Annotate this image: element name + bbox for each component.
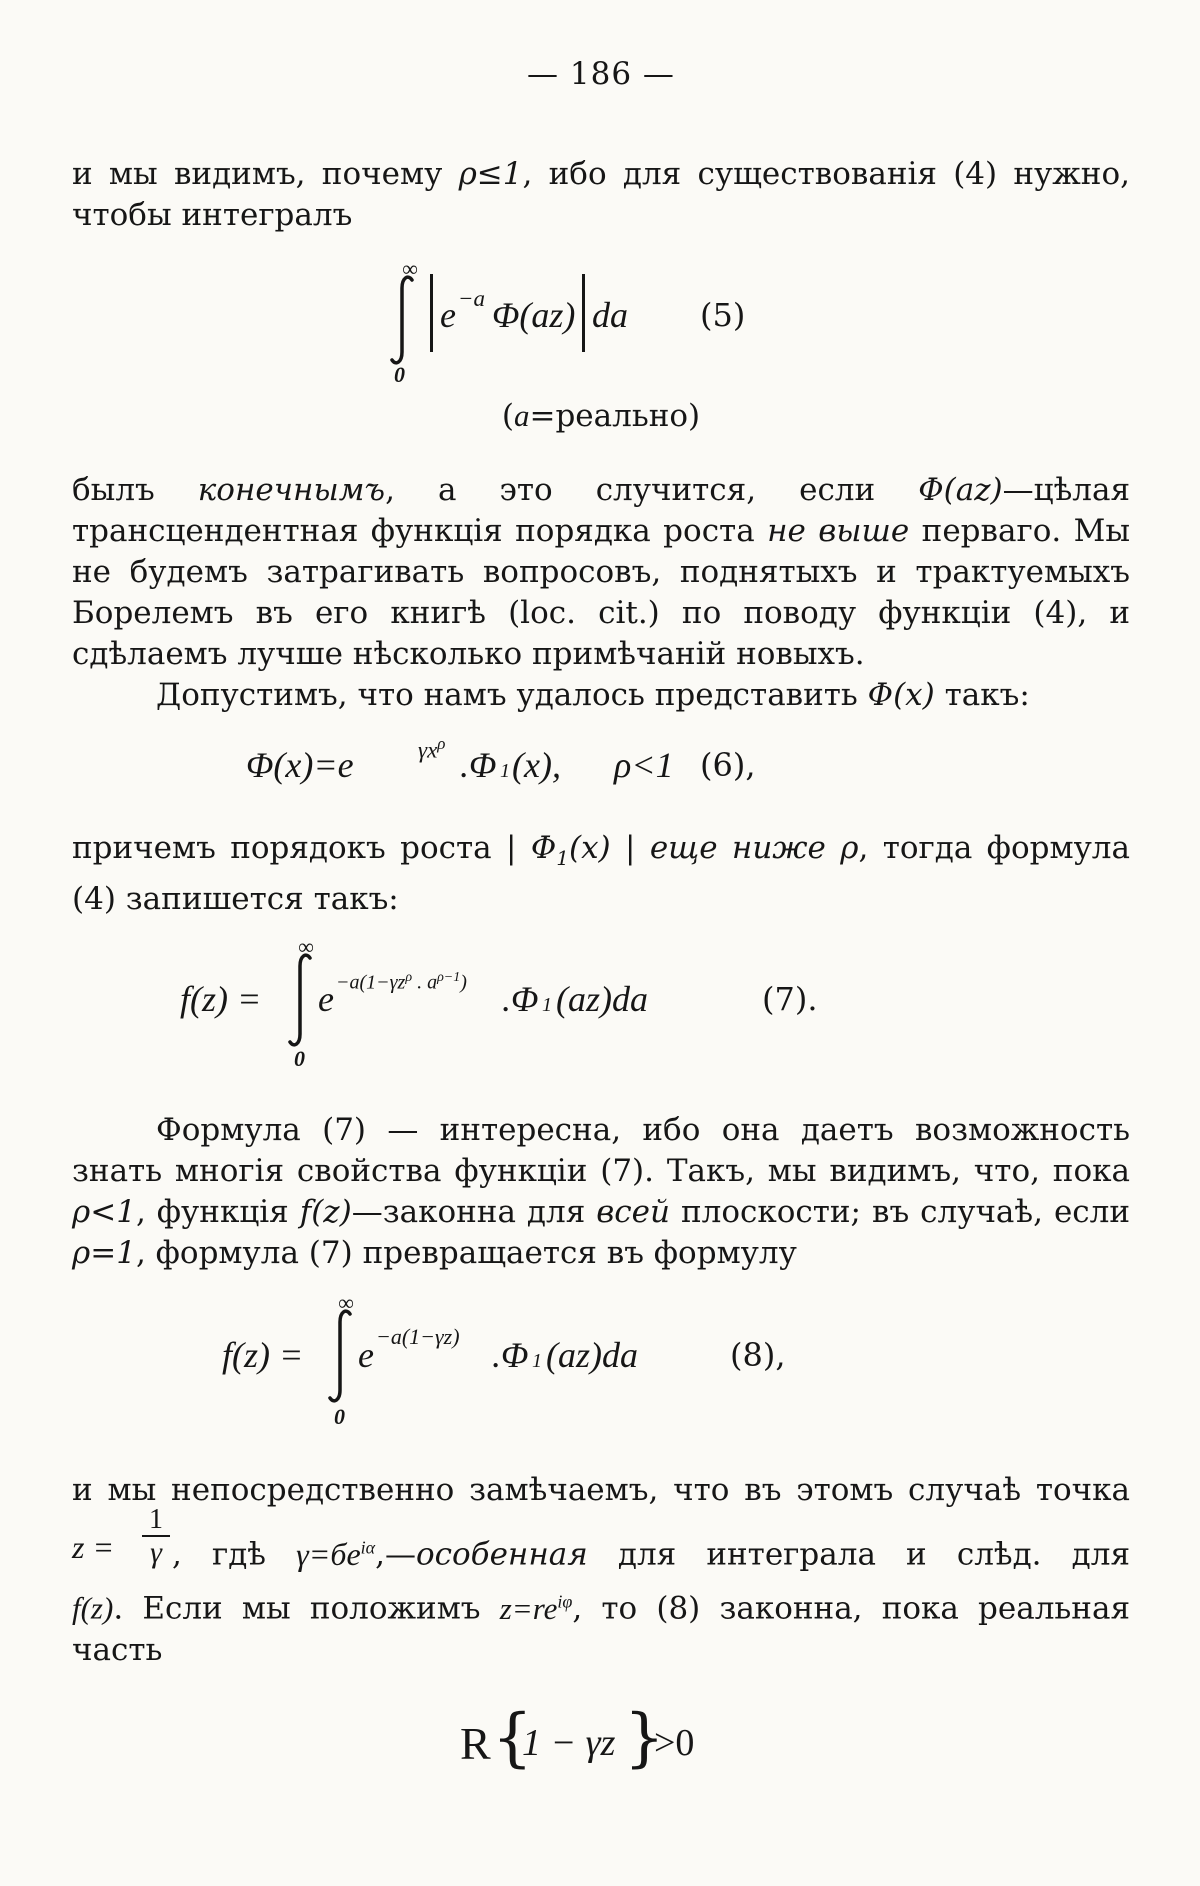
math-inline: f(z): [72, 1590, 114, 1626]
exp-base: γx: [418, 737, 438, 763]
math-inline: z =: [72, 1529, 115, 1566]
equation-number: (7).: [762, 980, 818, 1019]
italic-text: не выше: [767, 513, 910, 549]
page-number: — 186 —: [527, 56, 675, 92]
text: , тогда формула (4) запишется такъ:: [72, 830, 1130, 918]
text: Допустимъ, что намъ удалось представить: [156, 677, 868, 713]
text: —цѣлая трансцендентная функція порядка роста: [72, 472, 1131, 549]
formula-exponent: [418, 734, 445, 764]
formula-sub: 1: [500, 760, 510, 782]
integrand-exponent: −a(1−γz): [376, 1324, 460, 1350]
text: такъ:: [934, 677, 1030, 713]
math-inline: a: [513, 398, 530, 433]
text: причемъ порядокъ роста: [72, 830, 507, 866]
math-inline: [500, 1591, 573, 1626]
exp-close: ): [460, 971, 467, 994]
integrand-sub: 1: [542, 994, 552, 1017]
abs-bar-left: [430, 274, 433, 352]
equation-number: (6),: [700, 746, 756, 784]
abs-phi: | Φ: [506, 830, 557, 866]
italic-text: особенная: [415, 1536, 588, 1573]
exp-rho: ρ: [405, 970, 413, 986]
gamma-eq: γ=бe: [296, 1535, 361, 1572]
z-exp: iφ: [557, 1591, 573, 1612]
math-inline: ρ<1: [72, 1194, 136, 1231]
exp-rho2: ρ−1: [437, 970, 461, 986]
fraction-denominator: γ: [150, 1536, 162, 1570]
text: плоскости; въ случаѣ, если: [669, 1194, 1131, 1231]
brace-open: {: [492, 1700, 533, 1775]
integral-upper-limit: ∞: [402, 256, 418, 281]
paren: (: [501, 398, 514, 434]
text: и мы непосредственно замѣчаемъ, что въ этомъ случаѣ точка: [72, 1472, 1130, 1509]
formula-7: [72, 934, 1130, 1070]
paragraph-6-fraction-line: [72, 1504, 1130, 1575]
z-re: z=re: [499, 1590, 558, 1626]
real-part-symbol: R: [460, 1717, 491, 1769]
math-inline: Φ(x): [867, 677, 935, 713]
text: ,—: [375, 1536, 416, 1573]
integral-lower-limit: 0: [294, 1046, 305, 1072]
paragraph-4: [72, 828, 1130, 920]
text: —законна для: [351, 1194, 597, 1231]
text: =реально): [529, 398, 701, 434]
text: перваго. Мы не будемъ затрагивать вопросовъ, поднятыхъ и трактуемыхъ Борелемъ въ его книгѣ (loc. cit.) по поводу функціи (4), и сдѣлаемъ лучше нѣсколько примѣчаній новыхъ.: [72, 513, 1131, 672]
paragraph-3: [72, 675, 1130, 716]
inequality-body: 1 − γz: [522, 1721, 616, 1764]
math-inline: ρ: [840, 830, 859, 866]
formula-condition: ρ<1: [614, 745, 674, 785]
text: , то (8) законна, пока реальная часть: [72, 1590, 1131, 1668]
line-text: [172, 1527, 1130, 1576]
integral-upper-limit: ∞: [298, 934, 314, 960]
italic-text: еще ниже: [635, 830, 841, 866]
italic-text: конечнымъ: [197, 472, 386, 508]
abs-bar-right: [582, 274, 585, 352]
integral-sign-icon: [388, 274, 418, 366]
math-inline: f(z): [299, 1194, 352, 1231]
integral-upper-limit: ∞: [338, 1290, 354, 1316]
integrand-phi: .Φ: [492, 1335, 529, 1376]
paragraph-2: [72, 470, 1130, 675]
formula-lhs: f(z) =: [222, 1335, 304, 1376]
math-inline: [296, 1536, 375, 1572]
integrand-rest: (az)da: [546, 1335, 638, 1376]
formula-lhs: Φ(x)=e: [246, 745, 354, 785]
fraction-numerator: 1: [142, 1505, 170, 1537]
brace-close: }: [624, 1700, 665, 1775]
formula-5: [72, 254, 1130, 386]
fraction: [142, 1505, 170, 1569]
formula-rhs: (x),: [512, 745, 561, 785]
formula-phi: .Φ: [460, 745, 497, 785]
exp-mid: . a: [412, 971, 438, 994]
integrand-rest: (az)da: [556, 979, 648, 1020]
integrand-exponent: [336, 970, 467, 995]
integral-sign-icon: [326, 1308, 356, 1404]
integral-lower-limit: 0: [334, 1404, 345, 1430]
integrand-e: e: [318, 979, 334, 1020]
integrand-e: e: [440, 295, 456, 335]
formula-note: [72, 398, 1130, 434]
integral-sign-icon: [286, 952, 316, 1048]
text: былъ: [72, 472, 198, 508]
text: , формула (7) превращается въ формулу: [135, 1235, 797, 1272]
math-inline: Φ(az): [918, 472, 1003, 508]
exp-part: −a(1−γz: [336, 971, 406, 994]
integrand-e: e: [358, 1335, 374, 1376]
exp-rho: ρ: [437, 734, 446, 753]
inequality-relation: >0: [654, 1721, 695, 1764]
integrand-phi: Φ(az): [492, 295, 576, 335]
text: , гдѣ: [172, 1536, 297, 1573]
paragraph-5: [72, 1110, 1130, 1274]
math-inline: [506, 830, 636, 871]
text: Формула (7) — интересна, ибо она даетъ возможность знать многія свойства функціи (7). Такъ, мы видимъ, что, пока: [72, 1112, 1130, 1190]
text: , а это случится, если: [385, 472, 919, 508]
paragraph-6-rest: [72, 1581, 1130, 1670]
integrand-phi: .Φ: [502, 979, 539, 1020]
subscript: 1: [556, 846, 569, 871]
equation-number: (5): [700, 296, 746, 334]
final-inequality: [72, 1691, 1130, 1801]
equation-number: (8),: [730, 1336, 786, 1375]
paragraph-1: [72, 154, 1130, 236]
differential: da: [592, 295, 628, 335]
text: и мы видимъ, почему: [72, 156, 459, 192]
text: для интеграла и слѣд. для: [587, 1536, 1130, 1573]
text: , функція: [135, 1194, 300, 1231]
gamma-exp: iα: [360, 1537, 376, 1558]
formula-8: [72, 1290, 1130, 1430]
paragraph-6-line-1: [72, 1470, 1130, 1511]
formula-lhs: f(z) =: [180, 979, 262, 1020]
math-inline: ρ≤1: [458, 156, 523, 192]
text: , ибо для существованія (4) нужно, чтобы интегралъ: [72, 156, 1130, 233]
integral-lower-limit: 0: [394, 362, 405, 387]
integrand-exponent: −a: [458, 286, 486, 311]
math-inline: ρ=1: [72, 1235, 136, 1272]
integrand-sub: 1: [532, 1350, 542, 1373]
formula-6: [72, 734, 1130, 794]
italic-text: всей: [596, 1194, 670, 1231]
abs-rest: (x) |: [568, 830, 636, 866]
text: . Если мы положимъ: [113, 1590, 500, 1627]
